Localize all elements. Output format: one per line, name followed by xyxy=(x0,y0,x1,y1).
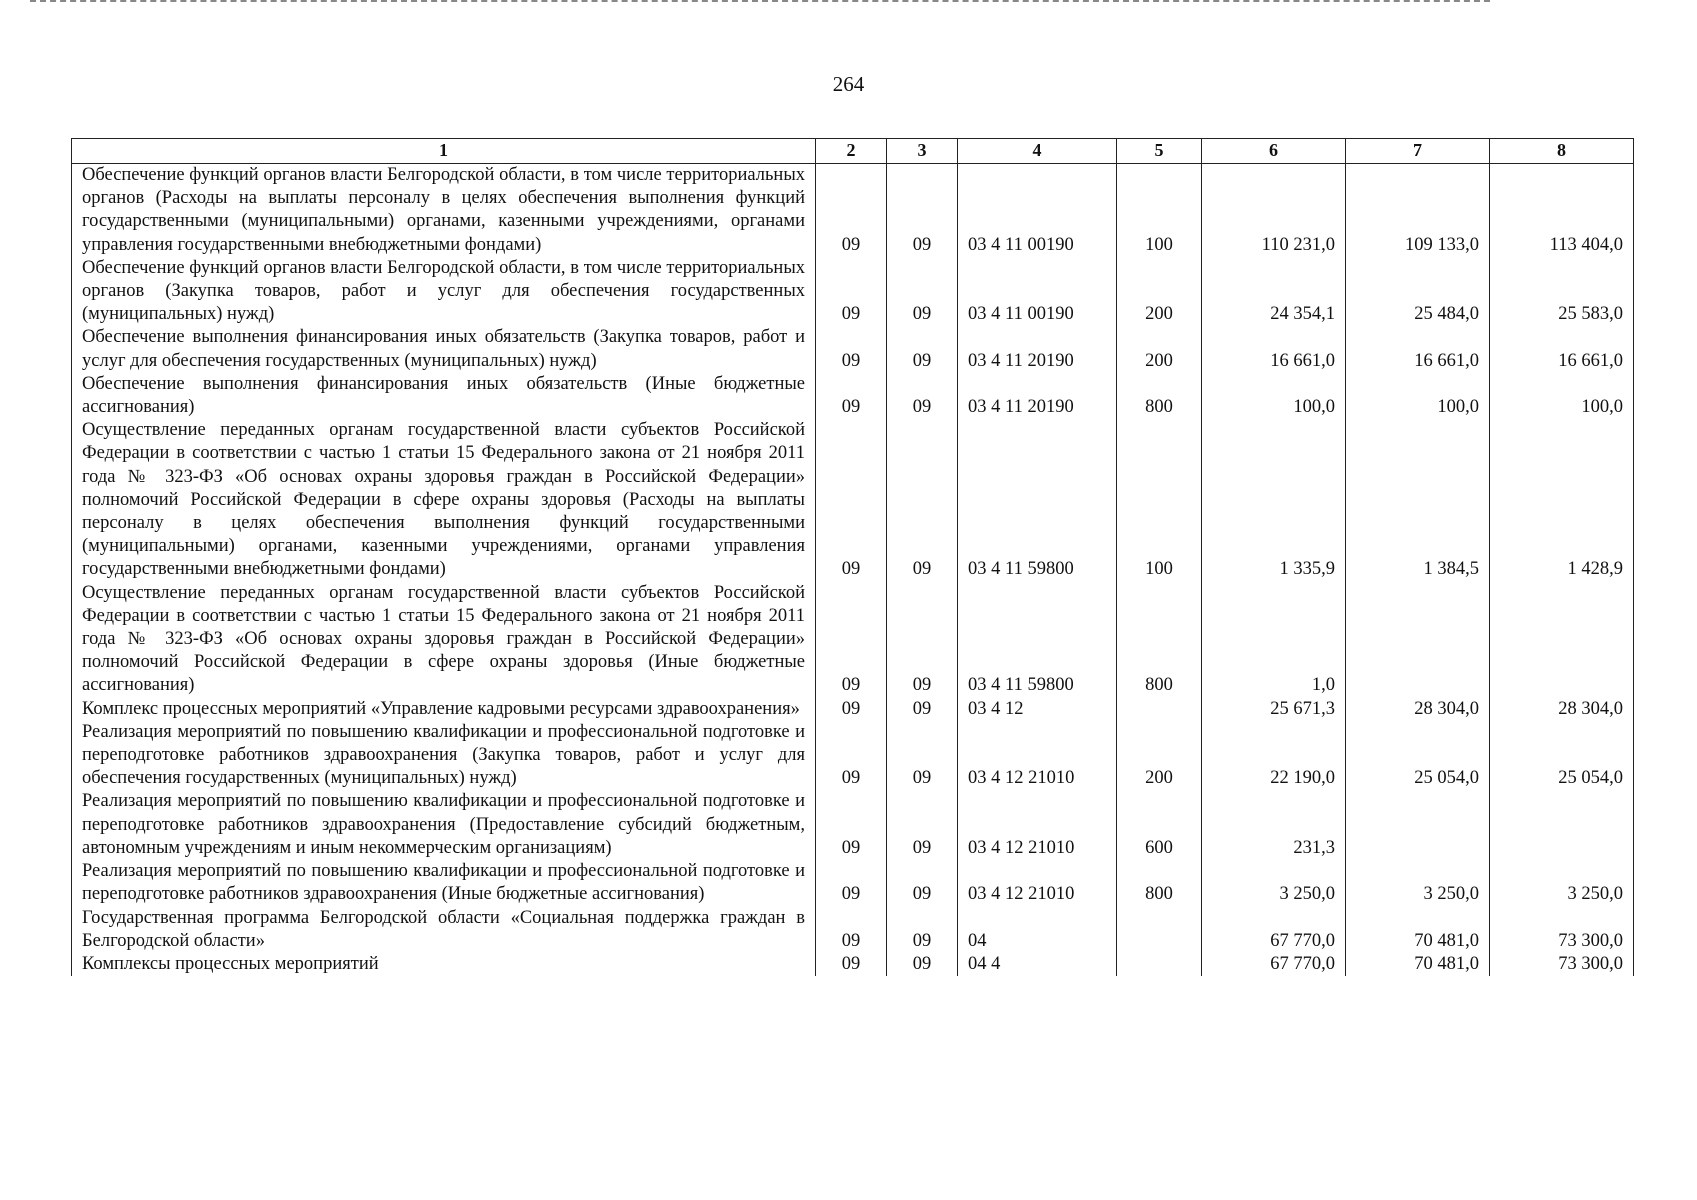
row-expense-type: 600 xyxy=(1117,790,1202,860)
row-target-code: 03 4 11 20190 xyxy=(958,326,1117,372)
row-section: 09 xyxy=(816,373,887,419)
row-expense-type xyxy=(1117,698,1202,721)
row-expense-type: 100 xyxy=(1117,164,1202,257)
row-amount-col6: 1,0 xyxy=(1202,582,1346,698)
row-amount-col6: 67 770,0 xyxy=(1202,953,1346,976)
row-target-code: 04 4 xyxy=(958,953,1117,976)
row-amount-col7: 28 304,0 xyxy=(1346,698,1490,721)
row-amount-col7: 3 250,0 xyxy=(1346,860,1490,906)
row-amount-col7: 25 054,0 xyxy=(1346,721,1490,791)
row-expense-type: 200 xyxy=(1117,326,1202,372)
row-amount-col6: 67 770,0 xyxy=(1202,907,1346,953)
row-amount-col8: 73 300,0 xyxy=(1490,953,1634,976)
row-description: Реализация мероприятий по повышению квалификации и профессиональной подготовке и переподготовке работников здравоохранения (Закупка товаров, работ и услуг для обеспечения государственных (муниципальных) нужд) xyxy=(72,721,816,791)
row-description: Осуществление переданных органам государственной власти субъектов Российской Федерации в соответствии с частью 1 статьи 15 Федерального закона от 21 ноября 2011 года № 323-ФЗ «Об основах охраны здоровья граждан в Российской Федерации» полномочий Российской Федерации в сфере охраны здоровья (Иные бюджетные ассигнования) xyxy=(72,582,816,698)
row-target-code: 04 xyxy=(958,907,1117,953)
row-target-code: 03 4 12 21010 xyxy=(958,860,1117,906)
row-section: 09 xyxy=(816,953,887,976)
table-row xyxy=(72,953,1634,976)
row-section: 09 xyxy=(816,721,887,791)
column-header: 3 xyxy=(887,139,958,164)
row-amount-col6: 231,3 xyxy=(1202,790,1346,860)
row-amount-col8 xyxy=(1490,790,1634,860)
row-description: Реализация мероприятий по повышению квалификации и профессиональной подготовке и переподготовке работников здравоохранения (Иные бюджетные ассигнования) xyxy=(72,860,816,906)
row-description: Обеспечение выполнения финансирования иных обязательств (Закупка товаров, работ и услуг для обеспечения государственных (муниципальных) нужд) xyxy=(72,326,816,372)
table-body xyxy=(72,164,1634,977)
row-subsection: 09 xyxy=(887,698,958,721)
row-subsection: 09 xyxy=(887,860,958,906)
table-row xyxy=(72,326,1634,372)
row-target-code: 03 4 11 00190 xyxy=(958,164,1117,257)
row-subsection: 09 xyxy=(887,721,958,791)
row-target-code: 03 4 11 20190 xyxy=(958,373,1117,419)
row-section: 09 xyxy=(816,164,887,257)
table-row xyxy=(72,164,1634,257)
row-amount-col8: 113 404,0 xyxy=(1490,164,1634,257)
row-section: 09 xyxy=(816,419,887,581)
row-amount-col8: 73 300,0 xyxy=(1490,907,1634,953)
row-amount-col8: 1 428,9 xyxy=(1490,419,1634,581)
column-header: 1 xyxy=(72,139,816,164)
row-subsection: 09 xyxy=(887,373,958,419)
row-section: 09 xyxy=(816,698,887,721)
row-amount-col7: 16 661,0 xyxy=(1346,326,1490,372)
row-amount-col7: 70 481,0 xyxy=(1346,907,1490,953)
row-amount-col6: 16 661,0 xyxy=(1202,326,1346,372)
column-header: 6 xyxy=(1202,139,1346,164)
row-expense-type: 800 xyxy=(1117,860,1202,906)
column-header: 5 xyxy=(1117,139,1202,164)
row-amount-col8: 3 250,0 xyxy=(1490,860,1634,906)
page-number xyxy=(0,72,1697,97)
row-amount-col6: 22 190,0 xyxy=(1202,721,1346,791)
column-header: 7 xyxy=(1346,139,1490,164)
table-row xyxy=(72,698,1634,721)
column-header: 2 xyxy=(816,139,887,164)
row-amount-col8: 28 304,0 xyxy=(1490,698,1634,721)
page-number-text: 264 xyxy=(832,72,865,96)
row-description: Обеспечение функций органов власти Белгородской области, в том числе территориальных органов (Расходы на выплаты персоналу в целях обеспечения выполнения функций государственными (муниципальными) органами, казенными учреждениями, органами управления государственными внебюджетными фондами) xyxy=(72,164,816,257)
row-amount-col8 xyxy=(1490,582,1634,698)
header-row xyxy=(72,139,1634,164)
row-amount-col8: 25 054,0 xyxy=(1490,721,1634,791)
row-section: 09 xyxy=(816,326,887,372)
row-section: 09 xyxy=(816,257,887,327)
row-amount-col7: 1 384,5 xyxy=(1346,419,1490,581)
row-expense-type: 100 xyxy=(1117,419,1202,581)
row-target-code: 03 4 11 59800 xyxy=(958,419,1117,581)
budget-table xyxy=(71,138,1634,976)
table-row xyxy=(72,860,1634,906)
table-row xyxy=(72,790,1634,860)
table-row xyxy=(72,907,1634,953)
row-amount-col6: 3 250,0 xyxy=(1202,860,1346,906)
row-description: Комплекс процессных мероприятий «Управление кадровыми ресурсами здравоохранения» xyxy=(72,698,816,721)
row-amount-col7: 100,0 xyxy=(1346,373,1490,419)
row-amount-col8: 100,0 xyxy=(1490,373,1634,419)
table-row xyxy=(72,257,1634,327)
row-amount-col8: 16 661,0 xyxy=(1490,326,1634,372)
row-expense-type xyxy=(1117,907,1202,953)
row-expense-type: 800 xyxy=(1117,582,1202,698)
row-amount-col6: 110 231,0 xyxy=(1202,164,1346,257)
row-target-code: 03 4 12 21010 xyxy=(958,790,1117,860)
table-row xyxy=(72,721,1634,791)
row-amount-col7 xyxy=(1346,790,1490,860)
row-expense-type: 200 xyxy=(1117,721,1202,791)
row-amount-col7: 25 484,0 xyxy=(1346,257,1490,327)
row-description: Реализация мероприятий по повышению квалификации и профессиональной подготовке и переподготовке работников здравоохранения (Предоставление субсидий бюджетным, автономным учреждениям и иным некоммерческим организациям) xyxy=(72,790,816,860)
table-header xyxy=(72,139,1634,164)
row-amount-col6: 25 671,3 xyxy=(1202,698,1346,721)
row-expense-type xyxy=(1117,953,1202,976)
row-description: Обеспечение функций органов власти Белгородской области, в том числе территориальных органов (Закупка товаров, работ и услуг для обеспечения государственных (муниципальных) нужд) xyxy=(72,257,816,327)
row-description: Комплексы процессных мероприятий xyxy=(72,953,816,976)
row-subsection: 09 xyxy=(887,790,958,860)
row-subsection: 09 xyxy=(887,326,958,372)
row-section: 09 xyxy=(816,860,887,906)
row-section: 09 xyxy=(816,907,887,953)
row-amount-col6: 100,0 xyxy=(1202,373,1346,419)
row-target-code: 03 4 11 00190 xyxy=(958,257,1117,327)
row-section: 09 xyxy=(816,790,887,860)
row-amount-col7 xyxy=(1346,582,1490,698)
row-subsection: 09 xyxy=(887,164,958,257)
column-header: 8 xyxy=(1490,139,1634,164)
row-target-code: 03 4 12 xyxy=(958,698,1117,721)
row-expense-type: 200 xyxy=(1117,257,1202,327)
row-amount-col6: 24 354,1 xyxy=(1202,257,1346,327)
row-target-code: 03 4 12 21010 xyxy=(958,721,1117,791)
row-amount-col6: 1 335,9 xyxy=(1202,419,1346,581)
table-row xyxy=(72,582,1634,698)
row-expense-type: 800 xyxy=(1117,373,1202,419)
row-description: Осуществление переданных органам государственной власти субъектов Российской Федерации в соответствии с частью 1 статьи 15 Федерального закона от 21 ноября 2011 года № 323-ФЗ «Об основах охраны здоровья граждан в Российской Федерации» полномочий Российской Федерации в сфере охраны здоровья (Расходы на выплаты персоналу в целях обеспечения выполнения функций государственными (муниципальными) органами, казенными учреждениями, органами управления государственными внебюджетными фондами) xyxy=(72,419,816,581)
row-amount-col8: 25 583,0 xyxy=(1490,257,1634,327)
row-section: 09 xyxy=(816,582,887,698)
row-amount-col7: 70 481,0 xyxy=(1346,953,1490,976)
column-header: 4 xyxy=(958,139,1117,164)
row-description: Государственная программа Белгородской области «Социальная поддержка граждан в Белгородской области» xyxy=(72,907,816,953)
row-subsection: 09 xyxy=(887,257,958,327)
row-amount-col7: 109 133,0 xyxy=(1346,164,1490,257)
row-subsection: 09 xyxy=(887,419,958,581)
row-subsection: 09 xyxy=(887,907,958,953)
row-subsection: 09 xyxy=(887,582,958,698)
row-description: Обеспечение выполнения финансирования иных обязательств (Иные бюджетные ассигнования) xyxy=(72,373,816,419)
row-target-code: 03 4 11 59800 xyxy=(958,582,1117,698)
table-row xyxy=(72,373,1634,419)
top-rule xyxy=(30,0,1490,2)
table-row xyxy=(72,419,1634,581)
row-subsection: 09 xyxy=(887,953,958,976)
